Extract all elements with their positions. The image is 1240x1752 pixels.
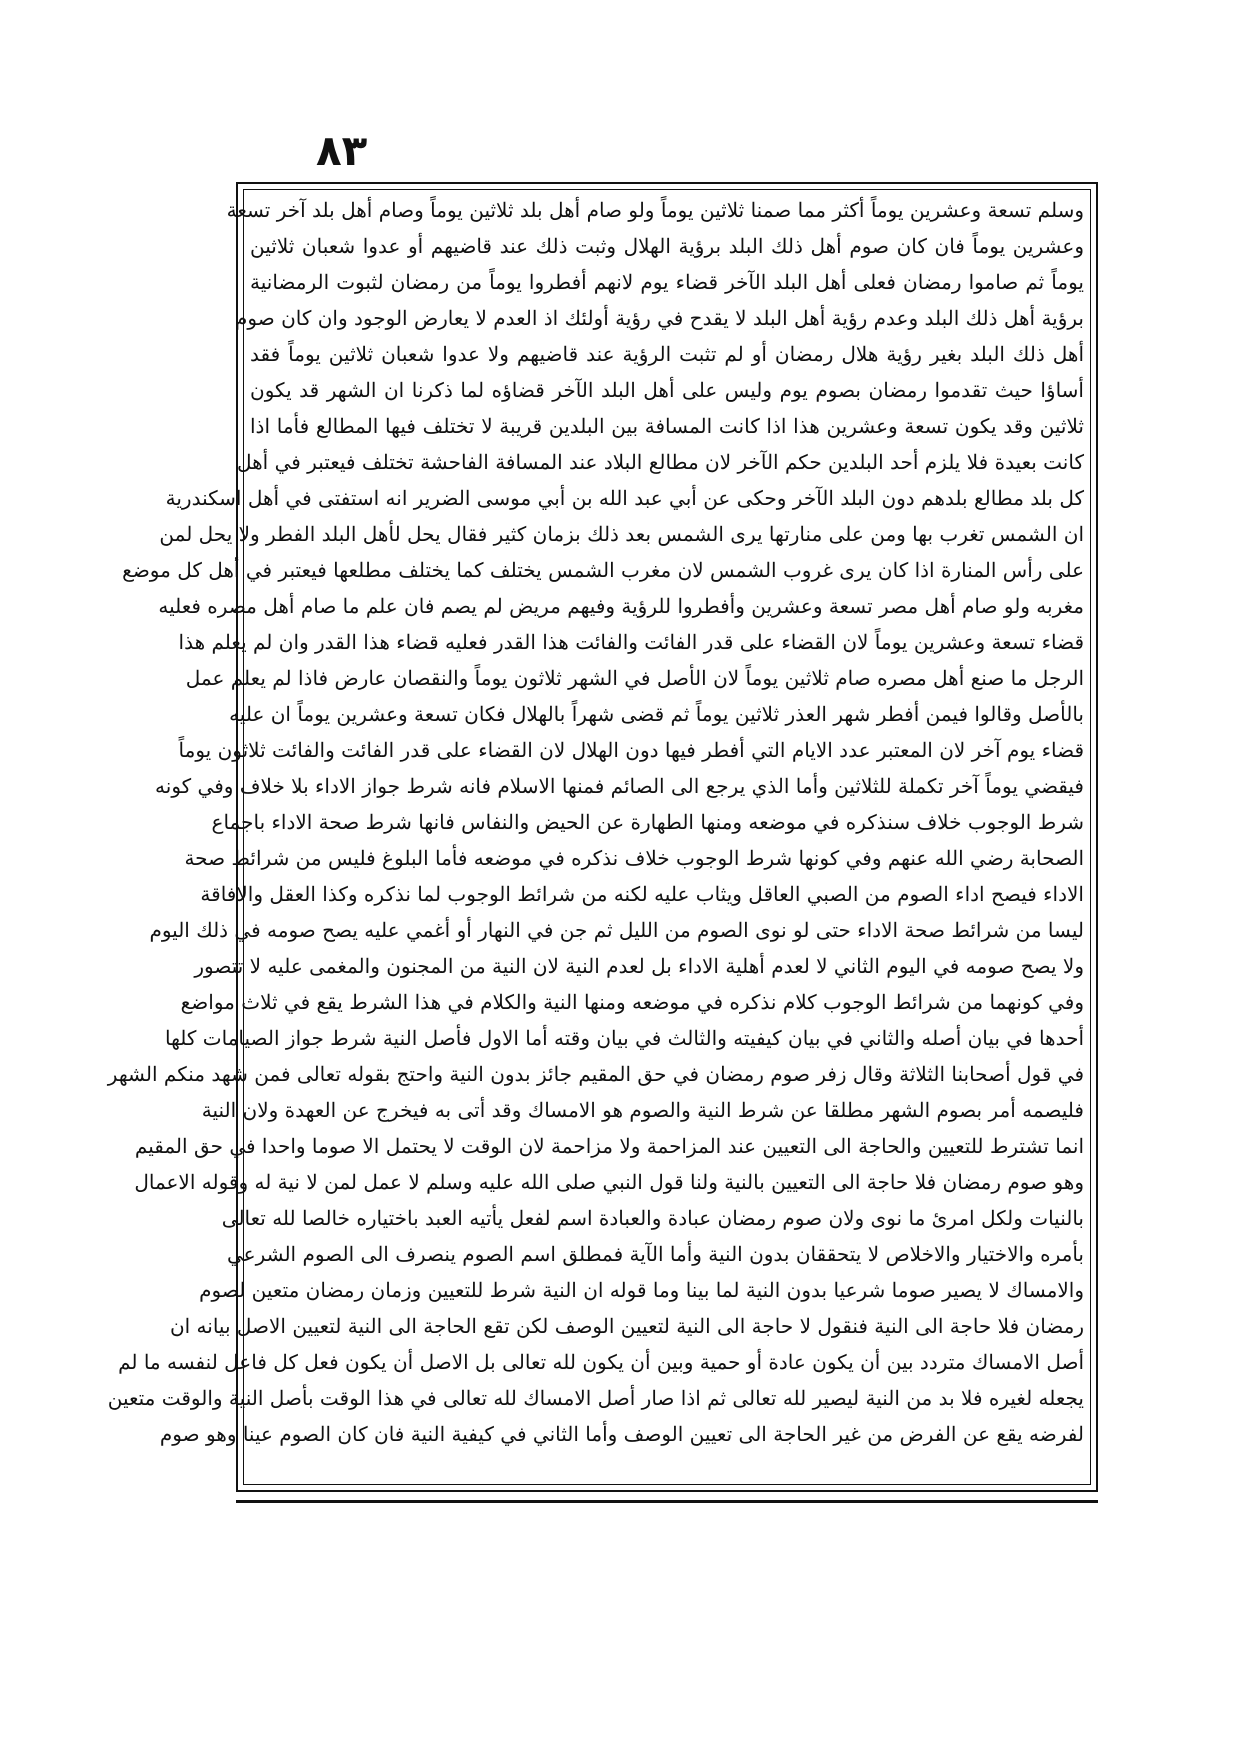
text-line: انما تشترط للتعيين والحاجة الى التعيين عند المزاحمة ولا مزاحمة لان الوقت لا يحتمل الا صوما واحدا في حق المقيم xyxy=(134,1134,1084,1158)
text-line: بأمره والاختيار والاخلاص لا يتحققان بدون النية وأما الآية فمطلق اسم الصوم ينصرف الى الصوم الشرعي xyxy=(226,1242,1084,1266)
text-line: برؤية أهل ذلك البلد وعدم رؤية أهل البلد لا يقدح في رؤية أولئك اذ العدم لا يعارض الوجود وان كان صوم xyxy=(235,306,1084,330)
bottom-rule xyxy=(236,1500,1098,1503)
text-line: في قول أصحابنا الثلاثة وقال زفر صوم رمضان في حق المقيم جائز بدون النية واحتج بقوله تعالى فمن شهد منكم الشهر xyxy=(107,1062,1084,1086)
text-line: يوماً ثم صاموا رمضان فعلى أهل البلد الآخر قضاء يوم لانهم أفطروا يوماً من رمضان لثبوت الرمضانية xyxy=(250,270,1084,294)
page-number: ٨٣ xyxy=(316,126,368,175)
text-line: أهل ذلك البلد بغير رؤية هلال رمضان أو لم تثبت الرؤية عند قاضيهم ولا عدوا شعبان ثلاثين يوماً فقد xyxy=(250,342,1084,366)
text-line: والامساك لا يصير صوما شرعيا بدون النية لما بينا وما قوله ان النية شرط للتعيين وزمان رمضان متعين لصوم xyxy=(199,1278,1084,1302)
text-line: وسلم تسعة وعشرين يوماً أكثر مما صمنا ثلاثين يوماً ولو صام أهل بلد ثلاثين يوماً وصام أهل بلد آخر تسعة xyxy=(226,198,1084,222)
text-line: شرط الوجوب خلاف سنذكره في موضعه ومنها الطهارة عن الحيض والنفاس فانها شرط صحة الاداء باجماع xyxy=(211,810,1084,834)
text-line: أصل الامساك متردد بين أن يكون عادة أو حمية وبين أن يكون لله تعالى بل الاصل أن يكون فعل كل فاعل لنفسه ما لم xyxy=(118,1350,1084,1374)
text-line: أحدها في بيان أصله والثاني في بيان كيفيته والثالث في بيان وقته أما الاول فأصل النية شرط جواز الصيامات كلها xyxy=(164,1026,1084,1050)
text-line: بالنيات ولكل امرئ ما نوى ولان صوم رمضان عبادة والعبادة اسم لفعل يأتيه العبد باختياره خالصا لله تعالى xyxy=(221,1206,1084,1230)
text-line: قضاء يوم آخر لان المعتبر عدد الايام التي أفطر فيها دون الهلال لان القضاء على قدر الفائت والفائت ثلاثون يوماً xyxy=(178,738,1084,762)
text-line: كانت بعيدة فلا يلزم أحد البلدين حكم الآخر لان مطالع البلاد عند المسافة الفاحشة تختلف فيعتبر في أهل xyxy=(236,450,1084,474)
text-line: ان الشمس تغرب بها ومن على منارتها يرى الشمس بعد ذلك بزمان كثير فقال يحل لأهل البلد الفطر ولا يحل لمن xyxy=(159,522,1084,546)
text-line: قضاء تسعة وعشرين يوماً لان القضاء على قدر الفائت والفائت هذا القدر فعليه قضاء هذا القدر وان لم يعلم هذا xyxy=(178,630,1084,654)
text-line: مغربه ولو صام أهل مصر تسعة وعشرين وأفطروا للرؤية وفيهم مريض لم يصم فان علم ما صام أهل مصره فعليه xyxy=(158,594,1084,618)
text-line: ليسا من شرائط صحة الاداء حتى لو نوى الصوم من الليل ثم جن في النهار أو أغمي عليه يصح صومه في ذلك اليوم xyxy=(149,918,1084,942)
text-line: وفي كونهما من شرائط الوجوب كلام نذكره في موضعه ومنها النية والكلام في هذا الشرط يقع في ثلاث مواضع xyxy=(180,990,1084,1014)
text-line: الرجل ما صنع أهل مصره صام ثلاثين يوماً لان الأصل في الشهر ثلاثون يوماً والنقصان عارض فاذا لم يعلم عمل xyxy=(185,666,1084,690)
body-text xyxy=(107,188,1090,1486)
text-line: على رأس المنارة اذا كان يرى غروب الشمس لان مغرب الشمس يختلف كما يختلف مطلعها فيعتبر في أهل كل موضع xyxy=(122,558,1084,582)
text-line: وعشرين يوماً فان كان صوم أهل ذلك البلد برؤية الهلال وثبت ذلك عند قاضيهم أو عدوا شعبان ثلاثين xyxy=(250,234,1084,258)
text-line: يجعله لغيره فلا بد من النية ليصير لله تعالى ثم اذا صار أصل الامساك لله تعالى في هذا الوقت بأصل النية والوقت متعين xyxy=(107,1386,1084,1410)
text-line: رمضان فلا حاجة الى النية فنقول لا حاجة الى النية لتعيين الوصف لكن تقع الحاجة الى النية لتعيين الاصل بيانه ان xyxy=(169,1314,1084,1338)
text-line: وهو صوم رمضان فلا حاجة الى التعيين بالنية ولنا قول النبي صلى الله عليه وسلم لا عمل لمن لا نية له وقوله الاعمال xyxy=(134,1170,1084,1194)
text-line: ولا يصح صومه في اليوم الثاني لا لعدم أهلية الاداء بل لعدم النية لان النية من المجنون والمغمى عليه لا تتصور xyxy=(194,954,1084,978)
text-line: فيقضي يوماً آخر تكملة للثلاثين وأما الذي يرجع الى الصائم فمنها الاسلام فانه شرط جواز الاداء بلا خلاف وفي كونه xyxy=(155,774,1084,798)
text-line: الصحابة رضي الله عنهم وفي كونها شرط الوجوب خلاف نذكره في موضعه فأما البلوغ فليس من شرائط صحة xyxy=(184,846,1084,870)
text-line: بالأصل وقالوا فيمن أفطر شهر العذر ثلاثين يوماً ثم قضى شهراً بالهلال فكان تسعة وعشرين يوماً ان عليه xyxy=(229,702,1084,726)
text-line: لفرضه يقع عن الفرض من غير الحاجة الى تعيين الوصف وأما الثاني في كيفية النية فان كان الصوم عينا وهو صوم xyxy=(159,1422,1084,1446)
text-line: الاداء فيصح اداء الصوم من الصبي العاقل ويثاب عليه لكنه من شرائط الوجوب لما نذكره وكذا العقل والافاقة xyxy=(200,882,1084,906)
text-line: كل بلد مطالع بلدهم دون البلد الآخر وحكى عن أبي عبد الله بن أبي موسى الضرير انه استفتى في أهل اسكندرية xyxy=(165,486,1084,510)
text-line: فليصمه أمر بصوم الشهر مطلقا عن شرط النية والصوم هو الامساك وقد أتى به فيخرج عن العهدة ولان النية xyxy=(201,1098,1084,1122)
text-line: ثلاثين وقد يكون تسعة وعشرين هذا اذا كانت المسافة بين البلدين قريبة لا تختلف فيها المطالع فأما اذا xyxy=(250,414,1084,438)
text-line: أساؤا حيث تقدموا رمضان بصوم يوم وليس على أهل البلد الآخر قضاؤه لما ذكرنا ان الشهر قد يكون xyxy=(250,378,1084,402)
